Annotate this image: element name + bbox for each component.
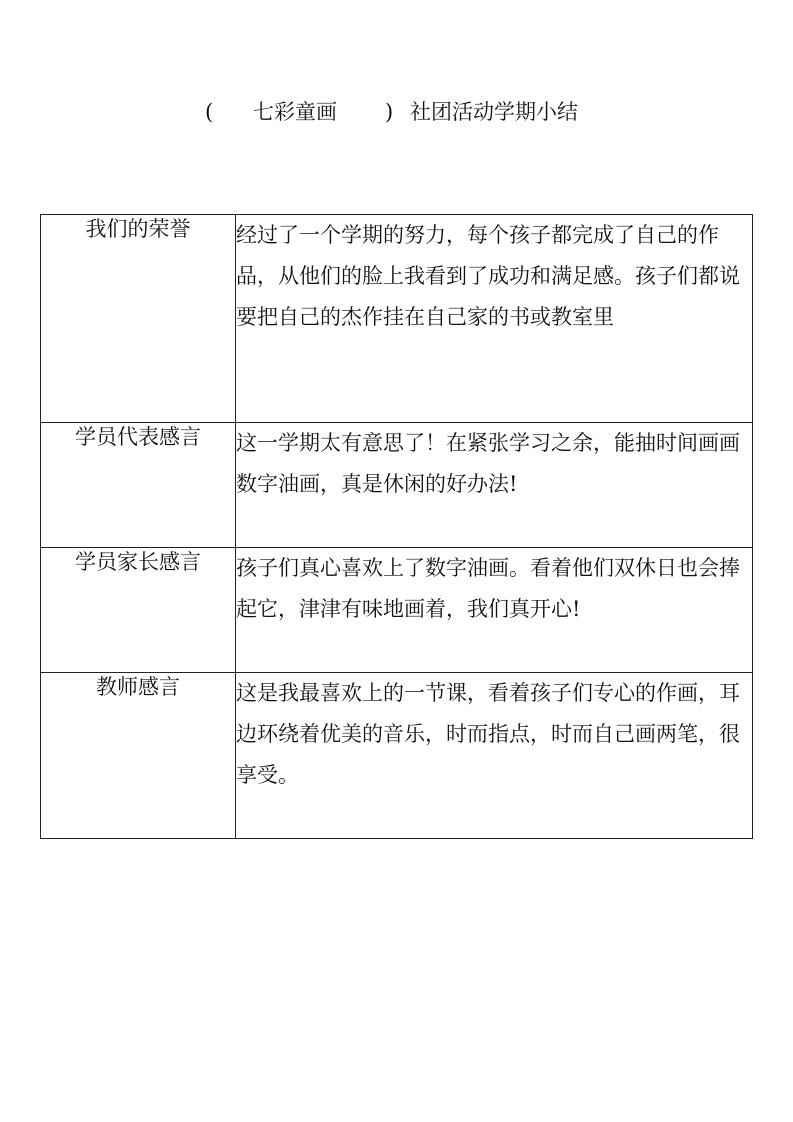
row-label-parent-remarks: 学员家长感言 — [41, 548, 236, 673]
row-label-teacher-remarks: 教师感言 — [41, 673, 236, 839]
row-label-student-remarks: 学员代表感言 — [41, 423, 236, 548]
summary-table — [40, 214, 753, 839]
page-title — [0, 98, 793, 128]
row-content-teacher-remarks: 这是我最喜欢上的一节课，看着孩子们专心的作画，耳边环绕着优美的音乐，时而指点，时而自己画两笔，很享受。 — [236, 673, 753, 839]
title-close-paren: ) — [385, 100, 394, 124]
row-content-student-remarks: 这一学期太有意思了！在紧张学习之余，能抽时间画画数字油画，真是休闲的好办法! — [236, 423, 753, 548]
table-row — [41, 423, 753, 548]
row-content-honor: 经过了一个学期的努力，每个孩子都完成了自己的作品，从他们的脸上我看到了成功和满足感。孩子们都说要把自己的杰作挂在自己家的书或教室里 — [236, 215, 753, 423]
table-row — [41, 215, 753, 423]
title-club-name: 七彩童画 — [253, 100, 337, 124]
title-open-paren: ( — [205, 100, 214, 124]
title-suffix: 社团活动学期小结 — [410, 100, 578, 124]
row-label-honor: 我们的荣誉 — [41, 215, 236, 423]
table-row — [41, 548, 753, 673]
table-row — [41, 673, 753, 839]
row-content-parent-remarks: 孩子们真心喜欢上了数字油画。看着他们双休日也会捧起它，津津有味地画着，我们真开心! — [236, 548, 753, 673]
